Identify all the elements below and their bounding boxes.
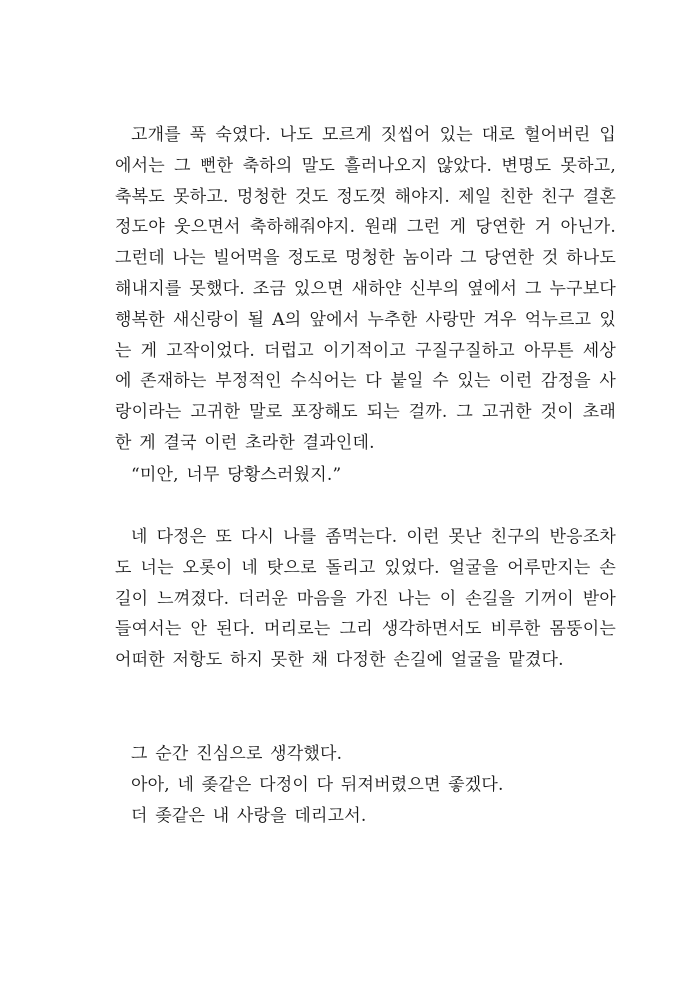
dialogue-line: “미안, 너무 당황스러웠지.”: [131, 465, 342, 485]
paragraph-1: 고개를 푹 숙였다. 나도 모르게 짓씹어 있는 대로 헐어버린 입에서는 그 뻔한 축하의 말도 흘러나오지 않았다. 변명도 못하고, 축복도 못하고. 멍청한 것도 정도껏 해야지. 제일 친한 친구 결혼 정도야 웃으면서 축하해줘야지. 원래 그런 게 당연한 거 아닌가. 그런데 나는 빌어먹을 정도로 멍청한 놈이라 그 당연한 것 하나도 해내지를 못했다. 조금 있으면 새하얀 신부의 옆에서 그 누구보다 행복한 새신랑이 될 A의 앞에서 누추한 사랑만 겨우 억누르고 있는 게 고작이었다. 더럽고 이기적이고 구질구질하고 아무튼 세상에 존재하는 부정적인 수식어는 다 붙일 수 있는 이런 감정을 사랑이라는 고귀한 말로 포장해도 되는 걸까. 그 고귀한 것이 초래한 게 결국 이런 초라한 결과인데.: [115, 125, 616, 453]
closing-line-1: 그 순간 진심으로 생각했다.: [131, 744, 343, 764]
paragraph-2: 네 다정은 또 다시 나를 좀먹는다. 이런 못난 친구의 반응조차도 너는 오롯이 네 탓으로 돌리고 있었다. 얼굴을 어루만지는 손길이 느껴졌다. 더러운 마음을 가진 나는 이 손길을 기꺼이 받아들여서는 안 된다. 머리로는 그리 생각하면서도 비루한 몸뚱이는 어떠한 저항도 하지 못한 채 다정한 손길에 얼굴을 맡겼다.: [115, 527, 616, 671]
closing-line-3: 더 좆같은 내 사랑을 데리고서.: [131, 805, 367, 826]
closing-line-2: 아아, 네 좆같은 다정이 다 뒤져버렸으면 좋겠다.: [131, 774, 504, 795]
closing-paragraph: [115, 739, 616, 831]
